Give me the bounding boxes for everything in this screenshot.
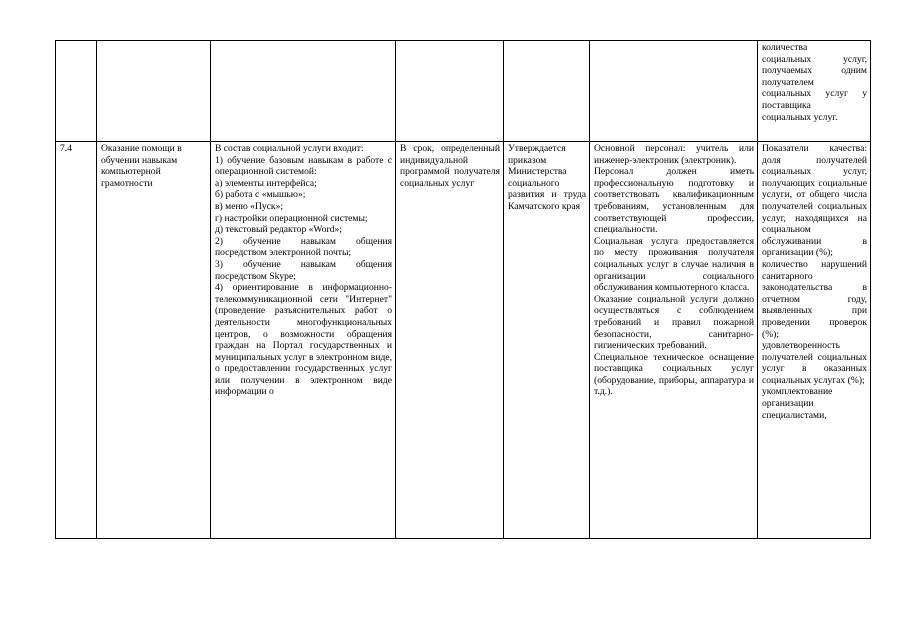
conditions-paragraph: Специальное техническое оснащение поставщика социальных услуг (оборудование, приборы, аппаратура и т.д.). <box>594 351 754 398</box>
quality-line: получателем <box>762 76 814 88</box>
cell-number <box>56 41 97 142</box>
cell-quality <box>758 142 871 539</box>
quality-paragraph: укомплектование организации специалистами, <box>762 386 833 421</box>
conditions-paragraph: Социальная услуга предоставляется по месту проживания получателя социальных услуг в случае наличия в организации социального обслуживания компьютерного класса. <box>594 235 754 294</box>
cell-service-name <box>97 41 211 142</box>
cell-term <box>396 142 504 539</box>
service-name: Оказание помощи в обучении навыкам компьютерной грамотности <box>101 143 182 189</box>
cell-tariff <box>504 142 590 539</box>
cell-term <box>396 41 504 142</box>
quality-line: количества <box>762 42 808 53</box>
quality-line: поставщика <box>762 99 811 111</box>
row-number: 7.4 <box>60 143 72 154</box>
services-table <box>55 40 871 539</box>
content-paragraph: д) текстовый редактор «Word»; <box>215 224 342 236</box>
quality-line: социальных услуг, <box>762 53 867 65</box>
table-row <box>56 41 871 142</box>
quality-paragraph: Показатели качества: доля получателей социальных услуг, получающих социальные услуги, от общего числа получателей социальных услуг, находящихся на социальном обслуживании в организации (%); <box>762 143 867 259</box>
conditions-paragraph: Персонал должен иметь профессиональную подготовку и соответствовать квалификационным требованиям, установленным для соответствующей профессии, специальности. <box>594 166 754 236</box>
content-paragraph: 3) обучение навыкам общения посредством Skype; <box>215 258 392 282</box>
cell-conditions <box>590 142 758 539</box>
term-text: В срок, определенный индивидуальной программой получателя социальных услуг <box>400 143 500 189</box>
content-paragraph: г) настройки операционной системы; <box>215 212 368 224</box>
cell-service-name <box>97 142 211 539</box>
cell-content <box>211 41 396 142</box>
quality-line: социальных услуг. <box>762 111 838 123</box>
content-paragraph: б) работа с «мышью»; <box>215 189 306 201</box>
cell-number <box>56 142 97 539</box>
content-paragraph: в) меню «Пуск»; <box>215 200 284 212</box>
quality-paragraph: количество нарушений санитарного законодательства в отчетном году, выявленных при проведении проверок (%); <box>762 258 867 340</box>
cell-conditions <box>590 41 758 142</box>
cell-tariff <box>504 41 590 142</box>
content-paragraph: 1) обучение базовым навыкам в работе с операционной системой: <box>215 154 392 178</box>
cell-content <box>211 142 396 539</box>
table-row <box>56 142 871 539</box>
content-paragraph: 4) ориентирование в информационно-телекоммуникационной сети "Интернет" (проведение разъяснительных работ о деятельности многофункциональных центров, о возможности обращения граждан на Портал государственных и муниципальных услуг в электронном виде, о предоставлении государственных услуг или получении в электронном виде информации о <box>215 282 392 398</box>
quality-line: социальных услуг у <box>762 88 867 100</box>
cell-quality <box>758 41 871 142</box>
tariff-text: Утверждается приказом Министерства социального развития и труда Камчатского края <box>508 143 586 212</box>
quality-paragraph: удовлетворенность получателей социальных услуг в оказанных социальных услугах (%); <box>762 340 867 386</box>
quality-line: получаемых одним <box>762 65 867 77</box>
content-paragraph: а) элементы интерфейса; <box>215 177 317 189</box>
content-paragraph: 2) обучение навыкам общения посредством электронной почты; <box>215 235 392 259</box>
content-paragraph: В состав социальной услуги входит: <box>215 143 364 154</box>
conditions-paragraph: Оказание социальной услуги должно осуществляться с соблюдением требований и правил пожарной безопасности, санитарно-гигиенических требований. <box>594 293 754 352</box>
conditions-paragraph: Основной персонал: учитель или инженер-электроник (электроник). <box>594 143 754 166</box>
